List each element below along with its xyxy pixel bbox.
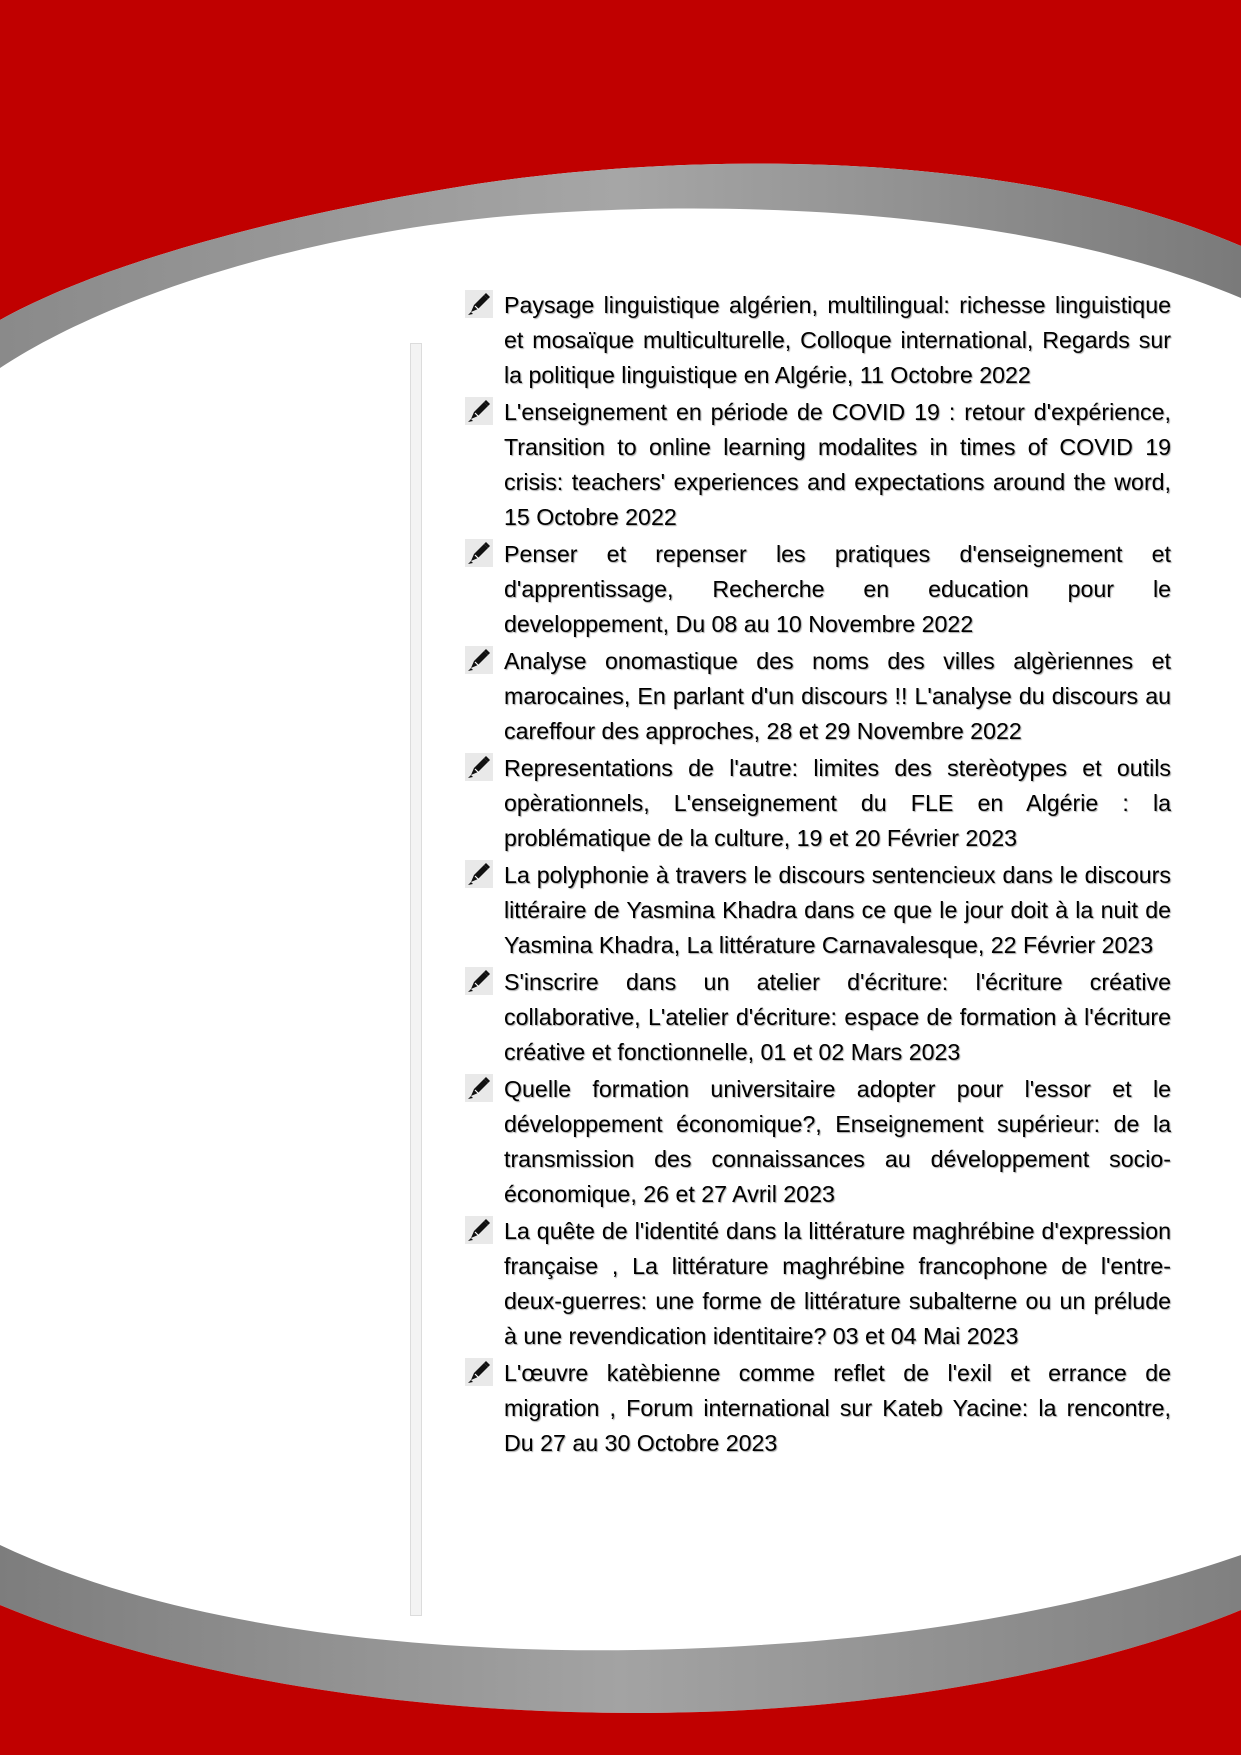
entry-text: L'œuvre katèbienne comme reflet de l'exil et errance de migration , Forum international sur Kateb Yacine: la rencontre, Du 27 au 30 Octobre 2023 (504, 1360, 1171, 1456)
pen-icon (465, 967, 493, 995)
list-item (463, 537, 1171, 642)
pen-icon (465, 397, 493, 425)
list-item (463, 644, 1171, 749)
sidebar-divider (410, 343, 422, 1616)
conference-list (463, 288, 1171, 1463)
list-item (463, 965, 1171, 1070)
pen-icon (465, 646, 493, 674)
pen-icon (465, 290, 493, 318)
entry-text: Quelle formation universitaire adopter pour l'essor et le développement économique?, Enseignement supérieur: de la transmission des connaissances au développement socio-économique, 26 et 27 Avril 2023 (504, 1076, 1171, 1207)
list-item (463, 858, 1171, 963)
entry-text: Representations de l'autre: limites des sterèotypes et outils opèrationnels, L'enseignement du FLE en Algérie : la problématique de la culture, 19 et 20 Février 2023 (504, 755, 1171, 851)
list-item (463, 395, 1171, 535)
entry-text: La quête de l'identité dans la littérature maghrébine d'expression française , La littérature maghrébine francophone de l'entre-deux-guerres: une forme de littérature subalterne ou un prélude à une revendication identitaire? 03 et 04 Mai 2023 (504, 1218, 1171, 1349)
entry-text: Paysage linguistique algérien, multilingual: richesse linguistique et mosaïque multiculturelle, Colloque international, Regards sur la politique linguistique en Algérie, 11 Octobre 2022 (504, 292, 1171, 388)
pen-icon (465, 1216, 493, 1244)
pen-icon (465, 1074, 493, 1102)
list-item (463, 1214, 1171, 1354)
list-item (463, 751, 1171, 856)
list-item (463, 1072, 1171, 1212)
entry-text: S'inscrire dans un atelier d'écriture: l'écriture créative collaborative, L'atelier d'écriture: espace de formation à l'écriture créative et fonctionnelle, 01 et 02 Mars 2023 (504, 969, 1171, 1065)
pen-icon (465, 539, 493, 567)
pen-icon (465, 753, 493, 781)
entry-text: La polyphonie à travers le discours sentencieux dans le discours littéraire de Yasmina Khadra dans ce que le jour doit à la nuit de Yasmina Khadra, La littérature Carnavalesque, 22 Février 2023 (504, 862, 1171, 958)
pen-icon (465, 1358, 493, 1386)
pen-icon (465, 860, 493, 888)
entry-text: L'enseignement en période de COVID 19 : retour d'expérience, Transition to online learning modalites in times of COVID 19 crisis: teachers' experiences and expectations around the word, 15 Octobre 2022 (504, 399, 1171, 530)
list-item (463, 1356, 1171, 1461)
entry-text: Analyse onomastique des noms des villes algèriennes et marocaines, En parlant d'un discours !! L'analyse du discours au careffour des approches, 28 et 29 Novembre 2022 (504, 648, 1171, 744)
list-item (463, 288, 1171, 393)
entry-text: Penser et repenser les pratiques d'enseignement et d'apprentissage, Recherche en education pour le developpement, Du 08 au 10 Novembre 2022 (504, 541, 1171, 637)
